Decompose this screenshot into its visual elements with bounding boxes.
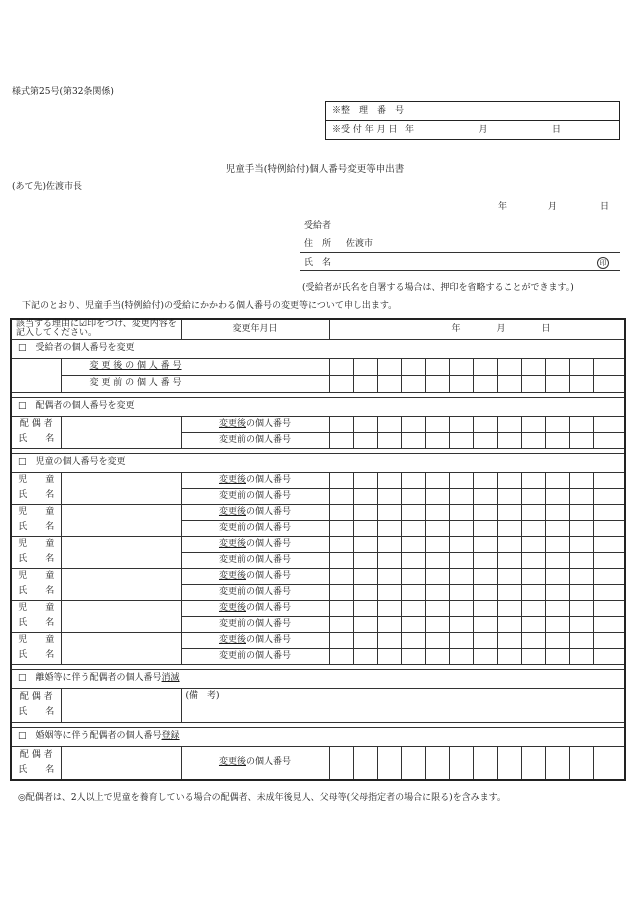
seiri-bango-label: ※整 理 番 号: [326, 102, 620, 121]
reason-instruction: 該当する理由に☑印をつけ、変更内容を記入してください。: [11, 319, 181, 339]
recipient-label: 受給者: [304, 221, 332, 231]
name-underline: [300, 270, 620, 271]
office-use-box: ※整 理 番 号 ※受 付 年 月 日 年 月 日: [325, 101, 620, 140]
section-marriage[interactable]: □ 婚姻等に伴う配偶者の個人番号登録: [11, 727, 625, 746]
uketsuke-label: ※受 付 年 月 日: [326, 121, 400, 140]
addressee: (あて先)佐渡市長: [12, 182, 83, 192]
child-block: 児 童 氏 名 変更後の個人番号: [11, 600, 625, 616]
child-block: 児 童 氏 名 変更後の個人番号: [11, 632, 625, 648]
child-name-field[interactable]: [61, 472, 181, 504]
child-name-label: 児 童 氏 名: [11, 568, 61, 600]
checkbox-child[interactable]: □: [18, 457, 27, 467]
section-divorce[interactable]: □ 離婚等に伴う配偶者の個人番号消滅: [11, 669, 625, 688]
child-block: 児 童 氏 名 変更後の個人番号: [11, 504, 625, 520]
recipient-after-label: 変 更 後 の 個 人 番 号: [89, 361, 182, 371]
section-spouse[interactable]: □ 配偶者の個人番号を変更: [11, 397, 625, 416]
child-name-label: 児 童 氏 名: [11, 632, 61, 664]
form-number: 様式第25号(第32条関係): [12, 87, 114, 97]
date-year: 年: [498, 202, 508, 212]
section-child[interactable]: □ 児童の個人番号を変更: [11, 453, 625, 472]
child-block: 児 童 氏 名 変更後の個人番号: [11, 536, 625, 552]
checkbox-divorce[interactable]: □: [18, 673, 27, 683]
child-name-field[interactable]: [61, 504, 181, 536]
child-name-label: 児 童 氏 名: [11, 536, 61, 568]
divorce-spouse-label: 配 偶 者 氏 名: [11, 688, 61, 722]
change-date-label: 変更年月日: [181, 319, 329, 339]
child-name-label: 児 童 氏 名: [11, 472, 61, 504]
checkbox-marriage[interactable]: □: [18, 731, 27, 741]
intro-text: 下記のとおり、児童手当(特例給付)の受給にかかわる個人番号の変更等について申し出ます。: [22, 301, 398, 311]
child-name-label: 児 童 氏 名: [11, 600, 61, 632]
footnote: ◎配偶者は、2人以上で児童を養育している場合の配偶者、未成年後見人、父母等(父母指定者の場合に限る)を含みます。: [18, 793, 506, 803]
child-name-field[interactable]: [61, 632, 181, 664]
marriage-spouse-label: 配 偶 者 氏 名: [11, 746, 61, 780]
child-block: 児 童 氏 名 変更後の個人番号: [11, 472, 625, 488]
seal-note: (受給者が氏名を自署する場合は、押印を省略することができます。): [302, 283, 574, 293]
spouse-name-field[interactable]: [61, 416, 181, 448]
checkbox-spouse[interactable]: □: [18, 401, 27, 411]
address-underline: [300, 252, 620, 253]
child-name-label: 児 童 氏 名: [11, 504, 61, 536]
child-name-field[interactable]: [61, 600, 181, 632]
spouse-name-label: 配 偶 者 氏 名: [11, 416, 61, 448]
remarks-field[interactable]: (備 考): [181, 688, 625, 722]
child-block: 児 童 氏 名 変更後の個人番号: [11, 568, 625, 584]
recipient-before-label: 変 更 前 の 個 人 番 号: [61, 375, 329, 392]
change-date-field[interactable]: 年 月 日: [329, 319, 625, 339]
marriage-spouse-field[interactable]: [61, 746, 181, 780]
date-day: 日: [600, 202, 610, 212]
address-label: 住 所: [304, 239, 332, 249]
page-title: 児童手当(特例給付)個人番号変更等申出書: [225, 164, 405, 175]
address-value: 佐渡市: [346, 239, 374, 249]
child-name-field[interactable]: [61, 536, 181, 568]
divorce-spouse-field[interactable]: [61, 688, 181, 722]
section-recipient[interactable]: □ 受給者の個人番号を変更: [11, 339, 625, 358]
checkbox-recipient[interactable]: □: [18, 343, 27, 353]
name-label: 氏 名: [304, 258, 332, 268]
child-name-field[interactable]: [61, 568, 181, 600]
seal-mark: 印: [597, 257, 609, 269]
date-month: 月: [548, 202, 558, 212]
change-form-table: 該当する理由に☑印をつけ、変更内容を記入してください。 変更年月日 年 月 日 □ 受給者の個人番号を変更 変 更 後 の 個 人 番 号 変 更 前 の 個 人 番 号 □ 配偶者の個人番号を変更 配 偶 者 氏 名 変更後の個人番号 変更前の個人番号 □ 児童の個人番号を変更 児 童 氏 名 変更後の個人番号 変更前の個人番号 児 童 氏 名 変更後の個人番号 変更前の個人番号 児 童 氏 名 変更後の個人番号 変更前の個人番号 児 童 氏 名 変更後の個人番号 変更前の個人番号 児 童 氏 名 変更後の個人番号 変更前の個人番号 児 童 氏 名 変更後の個人番号 変更前の個人番号 □ 離婚等に伴う配偶者の個人番号消滅 配 偶 者 氏 名 (備 考) □ 婚姻等に伴う配偶者の個人番号登録 配 偶 者 氏 名 変更後の個人番号: [10, 318, 626, 781]
